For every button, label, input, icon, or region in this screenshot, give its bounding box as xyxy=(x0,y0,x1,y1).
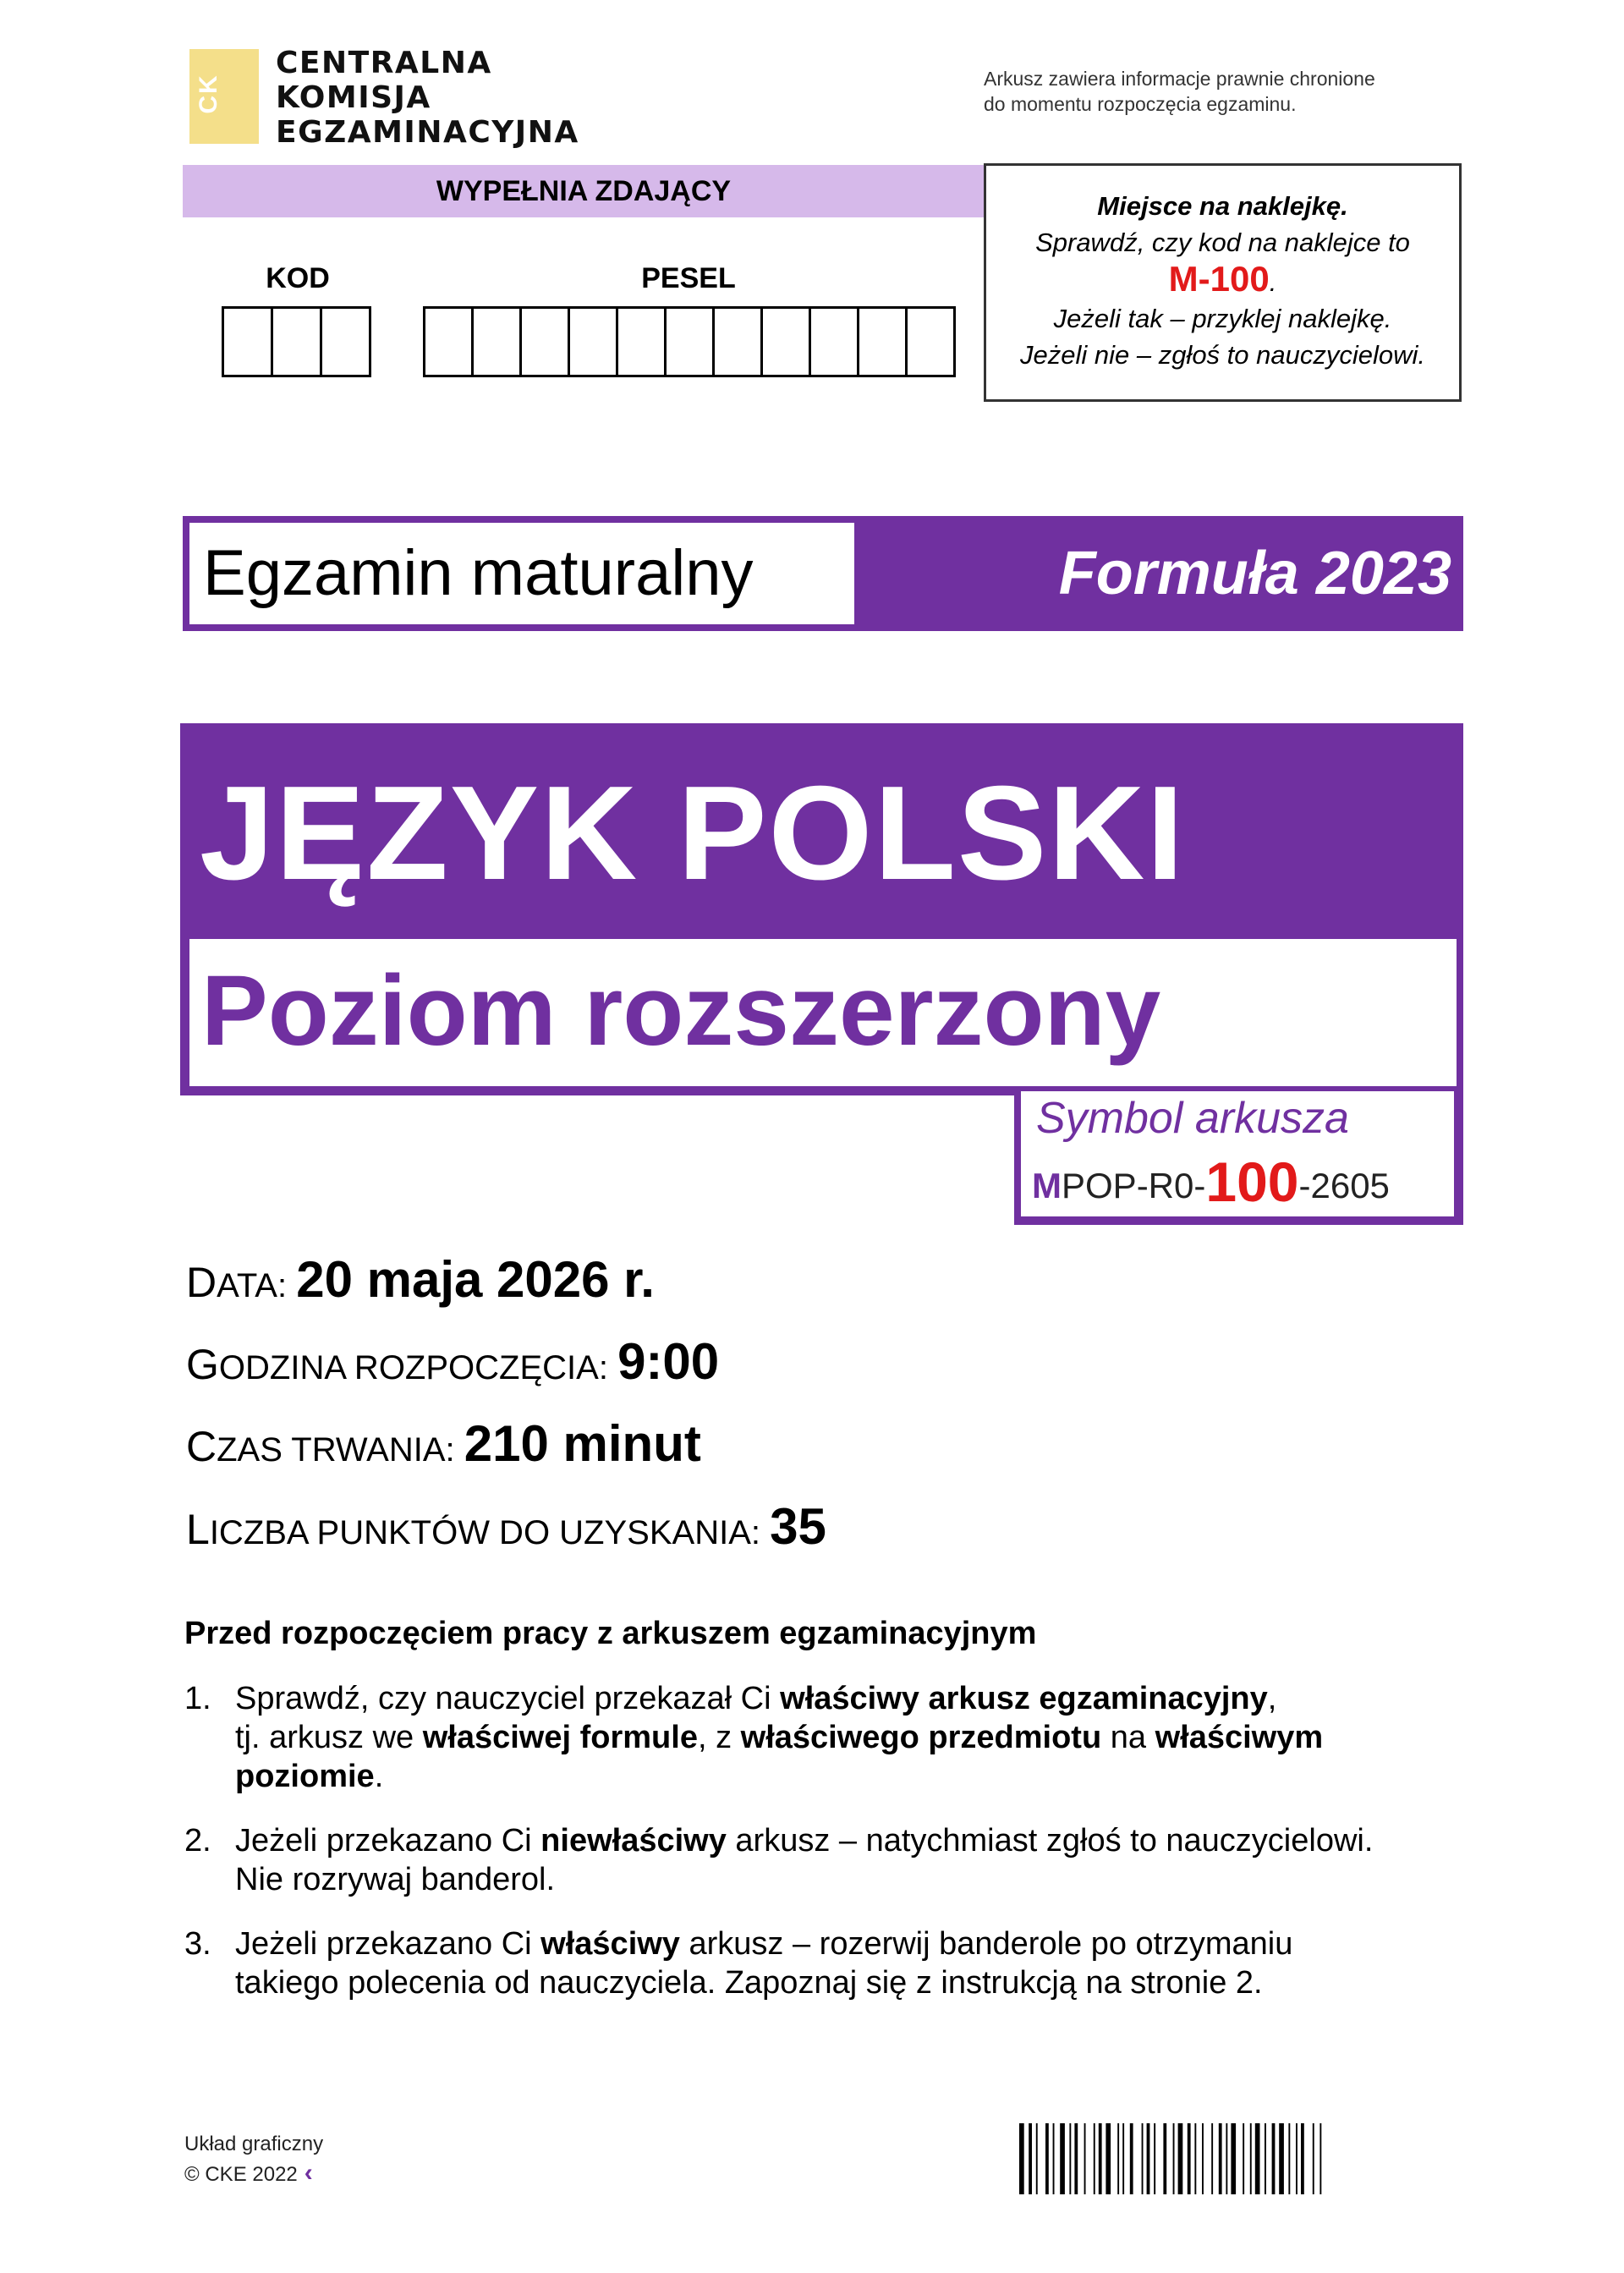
item-bold: właściwym poziomie xyxy=(235,1720,1324,1794)
info-cap: G xyxy=(186,1341,219,1388)
sticker-code-suffix: . xyxy=(1269,267,1277,297)
info-label: ATA: xyxy=(217,1267,297,1304)
kod-box[interactable] xyxy=(322,309,369,375)
sticker-title: Miejsce na naklejkę. xyxy=(1097,191,1348,221)
symbol-label: Symbol arkusza xyxy=(1036,1094,1349,1143)
info-cap: L xyxy=(186,1506,210,1553)
kod-label: KOD xyxy=(266,262,330,294)
item-text: arkusz – natychmiast zgłoś to nauczycielowi. xyxy=(726,1823,1374,1858)
pesel-box[interactable] xyxy=(763,309,811,375)
item-text: Jeżeli przekazano Ci xyxy=(235,1926,541,1962)
sticker-code-line xyxy=(986,261,1459,300)
item-text: Nie rozrywaj banderol. xyxy=(235,1862,556,1897)
symbol-end: -2605 xyxy=(1298,1166,1390,1205)
sticker-if-yes: Jeżeli tak – przyklej naklejkę. xyxy=(1053,304,1392,333)
chevron-left-icon: ‹ xyxy=(304,2159,313,2187)
pesel-box[interactable] xyxy=(570,309,618,375)
item-text: tj. arkusz we xyxy=(235,1720,423,1755)
cke-logo-text xyxy=(276,46,579,150)
item-bold: niewłaściwy xyxy=(540,1823,727,1858)
level-title: Poziom rozszerzony xyxy=(201,955,1161,1067)
pesel-box[interactable] xyxy=(522,309,570,375)
pesel-box[interactable] xyxy=(715,309,763,375)
kod-field[interactable] xyxy=(222,306,371,377)
logo-mark-letters: CK xyxy=(195,74,222,114)
legal-line: do momentu rozpoczęcia egzaminu. xyxy=(984,93,1297,115)
logo-line: KOMISJA xyxy=(276,80,431,115)
barcode xyxy=(1019,2123,1446,2194)
info-label: ZAS TRWANIA: xyxy=(217,1431,464,1469)
symbol-number: 100 xyxy=(1205,1150,1299,1213)
info-label: ODZINA ROZPOCZĘCIA: xyxy=(218,1349,618,1386)
info-value: 20 maja 2026 r. xyxy=(296,1251,655,1308)
pesel-box[interactable] xyxy=(811,309,859,375)
item-number: 1. xyxy=(184,1681,211,1716)
pesel-field[interactable] xyxy=(423,306,956,377)
item-number: 2. xyxy=(184,1823,211,1858)
info-points xyxy=(186,1497,826,1556)
instruction-item xyxy=(184,1821,1453,1899)
kod-box[interactable] xyxy=(273,309,322,375)
item-bold: właściwego przedmiotu xyxy=(740,1720,1102,1755)
sticker-check-text: Sprawdź, czy kod na naklejce to xyxy=(1035,228,1410,257)
pesel-box[interactable] xyxy=(618,309,667,375)
symbol-code xyxy=(1032,1152,1390,1216)
item-text: . xyxy=(374,1759,384,1794)
item-number: 3. xyxy=(184,1926,211,1962)
sticker-if-no: Jeżeli nie – zgłoś to nauczycielowi. xyxy=(1019,340,1426,370)
info-cap: C xyxy=(186,1423,217,1470)
item-bold: właściwy arkusz egzaminacyjny xyxy=(780,1681,1268,1716)
info-value: 9:00 xyxy=(617,1333,720,1390)
pesel-box[interactable] xyxy=(425,309,474,375)
info-value: 35 xyxy=(770,1498,826,1555)
item-bold: właściwej formule xyxy=(422,1720,698,1755)
instructions-list xyxy=(184,1679,1453,2028)
info-label: ICZBA PUNKTÓW DO UZYSKANIA: xyxy=(209,1514,771,1551)
info-value: 210 minut xyxy=(464,1415,701,1472)
logo-line: CENTRALNA xyxy=(276,46,492,80)
legal-notice xyxy=(984,66,1375,117)
item-text: arkusz – rozerwij banderole po otrzymaniu xyxy=(679,1926,1293,1962)
pesel-box[interactable] xyxy=(859,309,908,375)
info-start-time xyxy=(186,1332,719,1391)
logo-line: EGZAMINACYJNA xyxy=(276,115,579,150)
item-text: Sprawdź, czy nauczyciel przekazał Ci xyxy=(235,1681,781,1716)
fill-in-banner: WYPEŁNIA ZDAJĄCY xyxy=(183,165,985,217)
kod-box[interactable] xyxy=(224,309,273,375)
info-cap: D xyxy=(186,1259,217,1306)
item-text: takiego polecenia od nauczyciela. Zapoznaj się z instrukcją na stronie 2. xyxy=(235,1965,1263,2001)
footer-credit xyxy=(184,2130,323,2189)
cke-logo-mark xyxy=(189,49,259,144)
exam-formula: Formuła 2023 xyxy=(1058,540,1451,607)
item-text: , xyxy=(1267,1681,1277,1716)
footer-line: Układ graficzny xyxy=(184,2133,324,2155)
instruction-item xyxy=(184,1924,1453,2002)
exam-title: Egzamin maturalny xyxy=(189,523,854,624)
footer-line-2 xyxy=(184,2159,323,2189)
info-duration xyxy=(186,1414,701,1473)
instruction-item xyxy=(184,1679,1453,1796)
pesel-box[interactable] xyxy=(908,309,953,375)
legal-line: Arkusz zawiera informacje prawnie chronione xyxy=(984,68,1375,90)
pesel-box[interactable] xyxy=(667,309,715,375)
footer-copyright: © CKE 2022 xyxy=(184,2163,298,2186)
item-text: na xyxy=(1101,1720,1155,1755)
info-date xyxy=(186,1250,655,1309)
item-bold: właściwy xyxy=(540,1926,680,1962)
subject-title: JĘZYK POLSKI xyxy=(200,759,1186,908)
item-text: Jeżeli przekazano Ci xyxy=(235,1823,541,1858)
symbol-mid: POP-R0- xyxy=(1062,1166,1206,1205)
pesel-label: PESEL xyxy=(641,262,736,294)
symbol-m: M xyxy=(1032,1166,1062,1205)
sticker-code: M-100 xyxy=(1168,259,1270,299)
item-text: , z xyxy=(697,1720,741,1755)
instructions-heading: Przed rozpoczęciem pracy z arkuszem egzaminacyjnym xyxy=(184,1616,1037,1651)
sticker-area xyxy=(984,163,1462,402)
pesel-box[interactable] xyxy=(474,309,522,375)
